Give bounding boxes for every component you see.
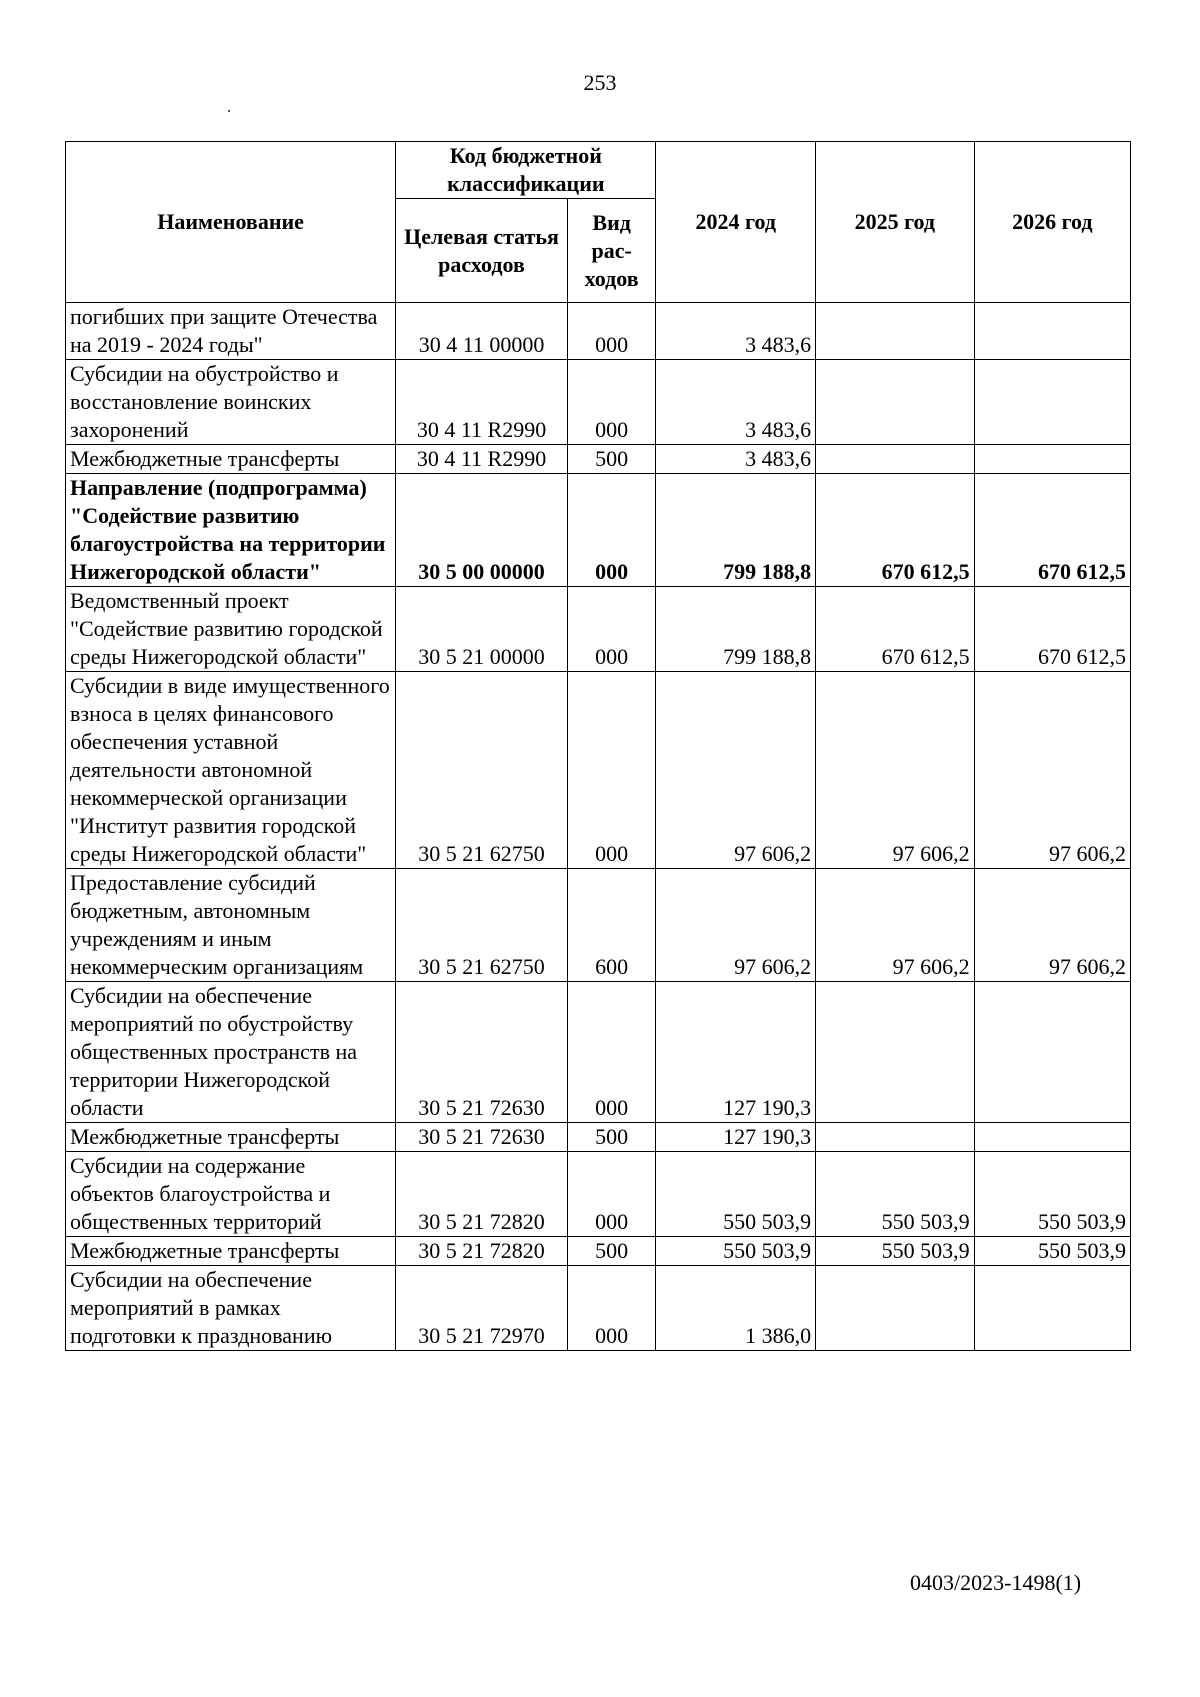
row-name-cell: Субсидии на обеспечение мероприятий в рамках подготовки к празднованию [66,1266,396,1351]
row-target-code-cell: 30 4 11 00000 [396,303,568,360]
row-2026-cell: 550 503,9 [974,1152,1130,1237]
page-number: 253 [583,70,617,95]
row-2026-cell: 97 606,2 [974,672,1130,869]
header-2026: 2026 год [974,142,1130,303]
row-name-cell: Ведомственный проект "Содействие развитию городской среды Нижегородской области" [66,587,396,672]
row-2025-cell: 550 503,9 [816,1152,975,1237]
table-row [66,360,1131,445]
row-expense-kind-cell: 000 [567,587,656,672]
row-2024-cell: 97 606,2 [656,869,816,982]
table-row [66,1152,1131,1237]
header-2025: 2025 год [816,142,975,303]
row-2026-cell: 97 606,2 [974,869,1130,982]
row-target-code-cell: 30 5 21 62750 [396,869,568,982]
table-row [66,587,1131,672]
row-2026-cell [974,1123,1130,1152]
row-target-code-cell: 30 5 21 00000 [396,587,568,672]
row-name-cell: Межбюджетные трансферты [66,1237,396,1266]
row-2025-cell [816,303,975,360]
row-target-code-cell: 30 5 21 72630 [396,1123,568,1152]
row-name-cell: Субсидии на содержание объектов благоустройства и общественных территорий [66,1152,396,1237]
table-row [66,1237,1131,1266]
row-target-code-cell: 30 4 11 R2990 [396,445,568,474]
row-expense-kind-cell: 500 [567,1123,656,1152]
row-target-code-cell: 30 5 21 72820 [396,1237,568,1266]
row-name-cell: Предоставление субсидий бюджетным, автономным учреждениям и иным некоммерческим организациям [66,869,396,982]
row-target-code-cell: 30 4 11 R2990 [396,360,568,445]
table-row [66,869,1131,982]
row-2024-cell: 97 606,2 [656,672,816,869]
header-code-group: Код бюджетной классификации [396,142,656,199]
header-name: Наименование [66,142,396,303]
row-2024-cell: 1 386,0 [656,1266,816,1351]
table-row [66,445,1131,474]
row-name-cell: погибших при защите Отечества на 2019 - 2024 годы" [66,303,396,360]
row-name-cell: Субсидии в виде имущественного взноса в целях финансового обеспечения уставной деятельности автономной некоммерческой организации "Институт развития городской среды Нижегородской области" [66,672,396,869]
row-name-cell: Межбюджетные трансферты [66,1123,396,1152]
row-expense-kind-cell: 000 [567,1266,656,1351]
table-row [66,474,1131,587]
header-kind: Вид рас-ходов [567,199,656,303]
scan-speck [228,110,230,112]
row-2025-cell: 670 612,5 [816,587,975,672]
row-2026-cell [974,445,1130,474]
table-row [66,303,1131,360]
row-name-cell: Субсидии на обустройство и восстановление воинских захоронений [66,360,396,445]
row-target-code-cell: 30 5 21 72630 [396,982,568,1123]
row-target-code-cell: 30 5 21 62750 [396,672,568,869]
table-row [66,982,1131,1123]
document-code: 0403/2023-1498(1) [910,1570,1082,1595]
row-2025-cell [816,1123,975,1152]
row-expense-kind-cell: 000 [567,474,656,587]
row-2024-cell: 799 188,8 [656,587,816,672]
header-2024: 2024 год [656,142,816,303]
row-expense-kind-cell: 000 [567,672,656,869]
row-name-cell: Субсидии на обеспечение мероприятий по обустройству общественных пространств на территории Нижегородской области [66,982,396,1123]
table-body [66,303,1131,1351]
table-header [66,142,1131,303]
row-2025-cell [816,445,975,474]
row-2024-cell: 127 190,3 [656,982,816,1123]
row-expense-kind-cell: 000 [567,1152,656,1237]
row-2025-cell: 550 503,9 [816,1237,975,1266]
row-2025-cell [816,982,975,1123]
row-expense-kind-cell: 500 [567,1237,656,1266]
row-2025-cell: 97 606,2 [816,869,975,982]
row-2026-cell [974,982,1130,1123]
row-target-code-cell: 30 5 00 00000 [396,474,568,587]
row-2026-cell [974,1266,1130,1351]
row-2025-cell [816,360,975,445]
row-2024-cell: 799 188,8 [656,474,816,587]
row-expense-kind-cell: 000 [567,982,656,1123]
row-name-cell: Межбюджетные трансферты [66,445,396,474]
row-expense-kind-cell: 000 [567,303,656,360]
row-2026-cell: 670 612,5 [974,474,1130,587]
row-2025-cell [816,1266,975,1351]
row-2024-cell: 3 483,6 [656,303,816,360]
row-expense-kind-cell: 600 [567,869,656,982]
row-expense-kind-cell: 500 [567,445,656,474]
row-2025-cell: 670 612,5 [816,474,975,587]
row-2024-cell: 550 503,9 [656,1237,816,1266]
row-2026-cell [974,360,1130,445]
row-expense-kind-cell: 000 [567,360,656,445]
row-2026-cell: 550 503,9 [974,1237,1130,1266]
row-target-code-cell: 30 5 21 72820 [396,1152,568,1237]
row-2025-cell: 97 606,2 [816,672,975,869]
table-row [66,672,1131,869]
row-2026-cell [974,303,1130,360]
row-2024-cell: 3 483,6 [656,445,816,474]
table-row [66,1266,1131,1351]
row-2026-cell: 670 612,5 [974,587,1130,672]
table-row [66,1123,1131,1152]
row-2024-cell: 3 483,6 [656,360,816,445]
row-2024-cell: 550 503,9 [656,1152,816,1237]
row-target-code-cell: 30 5 21 72970 [396,1266,568,1351]
row-2024-cell: 127 190,3 [656,1123,816,1152]
budget-table [65,141,1131,1351]
header-target: Целевая статья расходов [396,199,568,303]
row-name-cell: Направление (подпрограмма) "Содействие развитию благоустройства на территории Нижегородской области" [66,474,396,587]
